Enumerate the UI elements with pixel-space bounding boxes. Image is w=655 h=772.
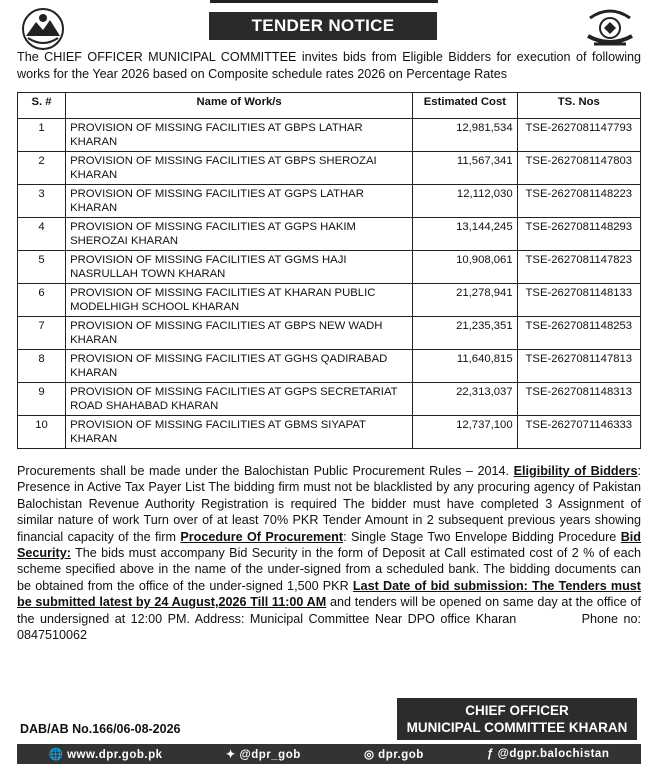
cell-serial: 4 <box>18 218 66 251</box>
top-rule <box>210 0 438 3</box>
opening-address-text: and tenders will be opened on same day at the office of the undersigned at 12:00 PM. Address: Municipal Committee Near DPO office Kharan <box>17 595 641 626</box>
cell-estimated-cost: 21,235,351 <box>413 317 518 350</box>
twitter-link[interactable]: ✦ @dpr_gob <box>225 749 301 761</box>
cell-serial: 7 <box>18 317 66 350</box>
dpr-link[interactable]: ◎ dpr.gob <box>363 749 424 761</box>
table-row <box>18 152 641 185</box>
cell-work-name: PROVISION OF MISSING FACILITIES AT KHARAN PUBLIC MODELHIGH SCHOOL KHARAN <box>66 284 413 317</box>
cell-estimated-cost: 12,737,100 <box>413 416 518 449</box>
table-row <box>18 317 641 350</box>
column-header-work-name: Name of Work/s <box>66 93 413 119</box>
cell-ts-number: TSE-2627081147803 <box>517 152 640 185</box>
table-row <box>18 383 641 416</box>
twitter-icon: ✦ <box>225 749 240 761</box>
phone-number: Phone no: 0847510062 <box>17 611 641 643</box>
reference-number: DAB/AB No.166/06-08-2026 <box>20 722 181 736</box>
works-table <box>17 92 641 449</box>
cell-estimated-cost: 11,640,815 <box>413 350 518 383</box>
cell-ts-number: TSE-2627081148293 <box>517 218 640 251</box>
page-title: TENDER NOTICE <box>209 12 437 40</box>
procedure-heading: Procedure Of Procurement <box>180 529 344 544</box>
cell-serial: 2 <box>18 152 66 185</box>
table-row <box>18 416 641 449</box>
signatory-office: MUNICIPAL COMMITTEE KHARAN <box>406 720 628 735</box>
column-header-estimated-cost: Estimated Cost <box>413 93 518 119</box>
intro-paragraph: The CHIEF OFFICER MUNICIPAL COMMITTEE invites bids from Eligible Bidders for execution of following works for the Year 2026 based on Composite schedule rates 2026 on Percentage Rates <box>17 50 641 81</box>
cell-estimated-cost: 22,313,037 <box>413 383 518 416</box>
government-seal-logo <box>584 6 636 54</box>
cell-work-name: PROVISION OF MISSING FACILITIES AT GBPS LATHAR KHARAN <box>66 119 413 152</box>
cell-serial: 1 <box>18 119 66 152</box>
cell-ts-number: TSE-2627081147793 <box>517 119 640 152</box>
cell-serial: 9 <box>18 383 66 416</box>
bid-security-heading: Bid Security: <box>17 529 641 561</box>
cell-serial: 5 <box>18 251 66 284</box>
column-header-ts-nos: TS. Nos <box>517 93 640 119</box>
cell-work-name: PROVISION OF MISSING FACILITIES AT GGMS HAJI NASRULLAH TOWN KHARAN <box>66 251 413 284</box>
cell-estimated-cost: 13,144,245 <box>413 218 518 251</box>
signatory-title: CHIEF OFFICER <box>465 703 569 718</box>
cell-ts-number: TSE-2627081147823 <box>517 251 640 284</box>
table-row <box>18 119 641 152</box>
rules-text: Procurements shall be made under the Balochistan Public Procurement Rules – 2014. <box>17 464 514 478</box>
website-link[interactable]: 🌐 www.dpr.gob.pk <box>48 749 163 761</box>
conditions-paragraph <box>17 463 641 643</box>
cell-estimated-cost: 10,908,061 <box>413 251 518 284</box>
cell-serial: 3 <box>18 185 66 218</box>
facebook-icon: ƒ <box>487 748 498 760</box>
cell-ts-number: TSE-2627081148133 <box>517 284 640 317</box>
cell-estimated-cost: 12,112,030 <box>413 185 518 218</box>
bid-security-text: The bids must accompany Bid Security in the form of Deposit at Call estimated cost of 2 % of each scheme specified above in the name of the under-signed from a scheduled bank. The bidding documents can be obtained from the office of the under-signed 1,500 PKR <box>17 546 641 593</box>
instagram-icon: ◎ <box>363 749 379 761</box>
eligibility-heading: Eligibility of Bidders <box>513 464 638 478</box>
table-row <box>18 218 641 251</box>
contact-bar <box>17 744 641 764</box>
cell-work-name: PROVISION OF MISSING FACILITIES AT GGPS SECRETARIAT ROAD SHAHABAD KHARAN <box>66 383 413 416</box>
balochistan-emblem-logo <box>20 6 66 52</box>
globe-icon: 🌐 <box>48 749 68 761</box>
cell-serial: 6 <box>18 284 66 317</box>
cell-estimated-cost: 21,278,941 <box>413 284 518 317</box>
table-row <box>18 284 641 317</box>
signatory-box <box>397 698 637 740</box>
cell-serial: 10 <box>18 416 66 449</box>
cell-ts-number: TSE-2627081147813 <box>517 350 640 383</box>
facebook-link[interactable]: ƒ @dgpr.balochistan <box>487 748 610 760</box>
column-header-serial: S. # <box>18 93 66 119</box>
cell-work-name: PROVISION OF MISSING FACILITIES AT GBPS NEW WADH KHARAN <box>66 317 413 350</box>
table-row <box>18 251 641 284</box>
cell-ts-number: TSE-2627081148313 <box>517 383 640 416</box>
cell-serial: 8 <box>18 350 66 383</box>
deadline-text: Last Date of bid submission: The Tenders must be submitted latest by 24 August,2026 Till 11:00 AM <box>17 578 641 610</box>
cell-ts-number: TSE-2627081148253 <box>517 317 640 350</box>
cell-work-name: PROVISION OF MISSING FACILITIES AT GGPS LATHAR KHARAN <box>66 185 413 218</box>
cell-ts-number: TSE-2627071146333 <box>517 416 640 449</box>
cell-work-name: PROVISION OF MISSING FACILITIES AT GGPS HAKIM SHEROZAI KHARAN <box>66 218 413 251</box>
table-row <box>18 185 641 218</box>
cell-work-name: PROVISION OF MISSING FACILITIES AT GBMS SIYAPAT KHARAN <box>66 416 413 449</box>
cell-estimated-cost: 12,981,534 <box>413 119 518 152</box>
cell-estimated-cost: 11,567,341 <box>413 152 518 185</box>
procedure-text: : Single Stage Two Envelope Bidding Procedure <box>343 529 621 544</box>
table-header-row <box>18 93 641 119</box>
cell-work-name: PROVISION OF MISSING FACILITIES AT GBPS SHEROZAI KHARAN <box>66 152 413 185</box>
table-row <box>18 350 641 383</box>
eligibility-text: : Presence in Active Tax Payer List The bidding firm must not be blacklisted by any procuring agency of Pakistan Balochistan Revenue Authority Registration is required The bidder must have completed 3 Assignment of similar nature of work Turn over of at least 70% PKR Tender Amount in 2 subsequent previous years showing financial capacity of the firm <box>17 464 642 544</box>
cell-work-name: PROVISION OF MISSING FACILITIES AT GGHS QADIRABAD KHARAN <box>66 350 413 383</box>
cell-ts-number: TSE-2627081148223 <box>517 185 640 218</box>
